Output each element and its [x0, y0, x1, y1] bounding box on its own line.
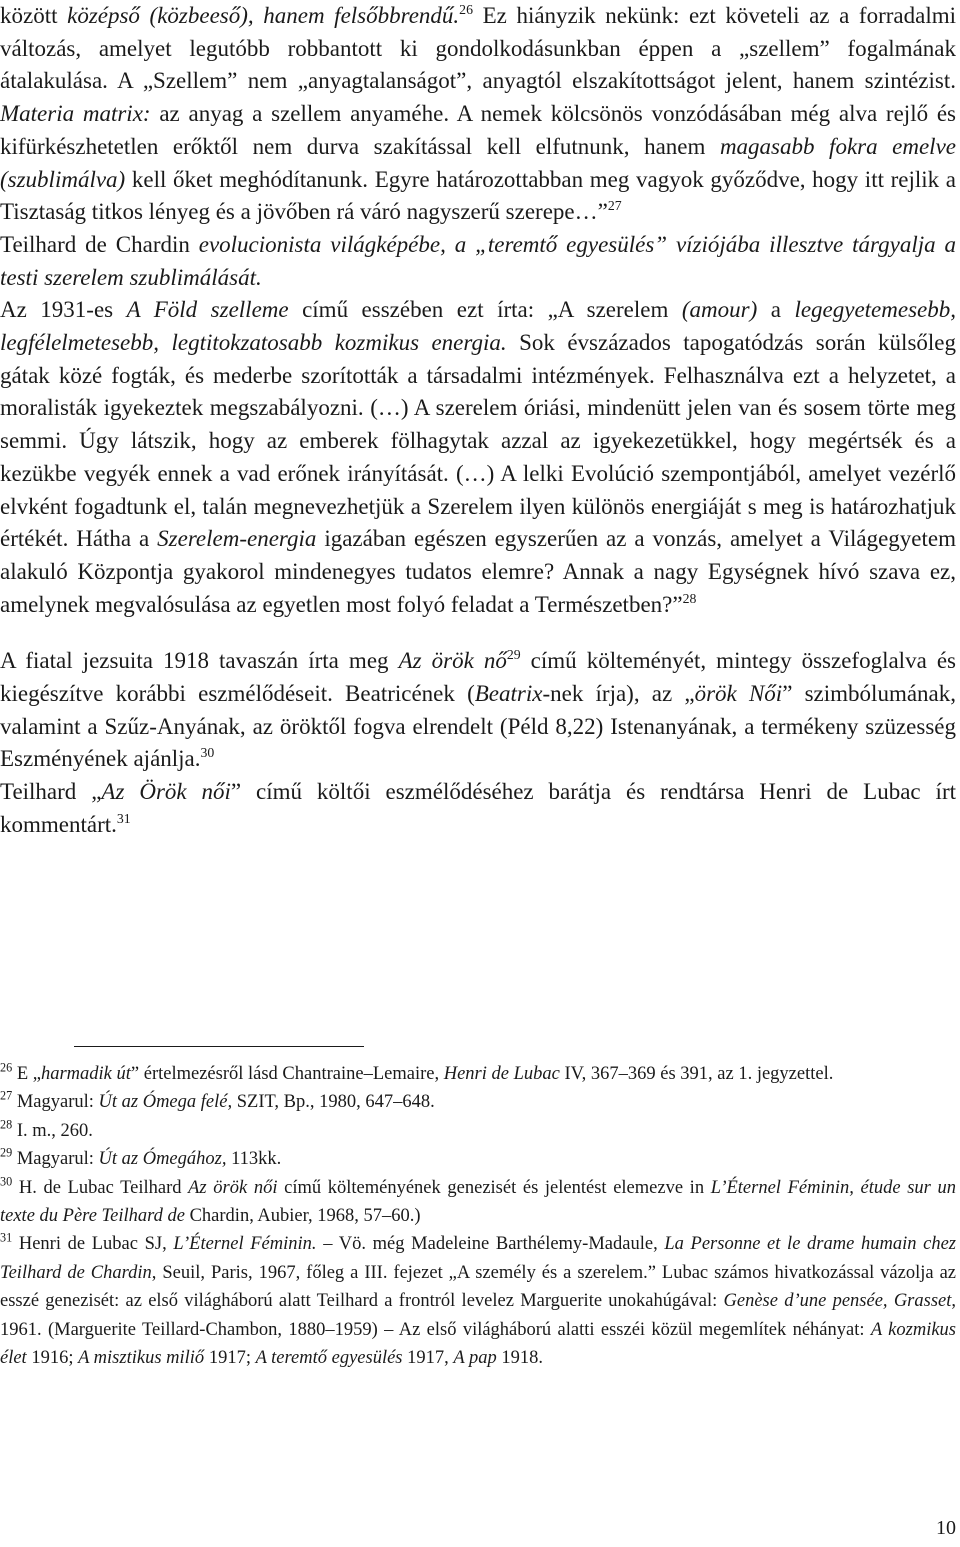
- text-run: Teilhard de Chardin: [0, 231, 199, 257]
- text-run: SZIT, Bp., 1980, 647–648.: [232, 1092, 435, 1113]
- italic-run: evolucionista világképébe, a „teremtő egyesülés” víziójába illesztve tárgyalja a testi szerelem szublimálását.: [0, 231, 956, 290]
- paragraph-2: [0, 229, 956, 294]
- italic-run: (amour): [681, 297, 758, 323]
- footnote-ref-26[interactable]: 26: [459, 2, 473, 18]
- italic-run: Út az Ómega felé,: [98, 1092, 233, 1113]
- footnote-26: [0, 1060, 956, 1088]
- footnote-ref-30[interactable]: 30: [200, 745, 215, 761]
- paragraph-5: [0, 776, 956, 841]
- paragraph-3: [0, 294, 956, 621]
- text-run: I. m., 260.: [12, 1120, 93, 1141]
- paragraph-1: [0, 0, 956, 229]
- footnotes: [0, 1060, 956, 1372]
- text-run: Magyarul:: [12, 1149, 99, 1170]
- text-run: IV, 367–369 és 391, az 1. jegyzettel.: [559, 1064, 834, 1084]
- text-run: igazában egészen egyszerűen az a vonzás, amelyet a Világegyetem alakuló Központja gyakorol mindenegyes tudatos elemre? Annak a nagy Egységnek hívó szava ez, amelynek megvalósulása az egyetlen most folyó feladat a Természetben?”: [0, 526, 956, 617]
- italic-run: L’Éternel Féminin, étude sur un texte du Père Teilhard de: [0, 1177, 956, 1227]
- text-run: Magyarul:: [12, 1092, 99, 1113]
- footnote-number: 29: [0, 1145, 13, 1160]
- footnote-27: [0, 1088, 956, 1116]
- paragraph-4: [0, 645, 956, 776]
- text-run: 1917;: [204, 1348, 256, 1369]
- text-run: Ez hiányzik nekünk: ezt követeli az a forradalmi változás, amelyet legutóbb robbantott ki gondolkodásunkban éppen a „szellem” fogalmának átalakulása. A „Szellem” nem „anyagtalanságot”, anyagtól elszakítottságot jelent, hanem szintézist.: [0, 3, 956, 94]
- footnote-number: 30: [0, 1174, 13, 1189]
- italic-run: A teremtő egyesülés: [255, 1348, 403, 1369]
- italic-run: Az Örök női: [101, 779, 231, 805]
- page-number: 10: [936, 1517, 956, 1539]
- text-run: A fiatal jezsuita 1918 tavaszán írta meg: [0, 648, 399, 674]
- footnote-ref-31[interactable]: 31: [116, 810, 131, 826]
- italic-run: legegyetemesebb, legfélelmetesebb, legtitokzatosabb kozmikus energia.: [0, 297, 956, 356]
- text-run: , 1961. (Marguerite Teillard-Chambon, 1880–1959) – Az első világháború alatti esszéi közül megemlítek néhányat:: [0, 1291, 956, 1340]
- footnote-number: 27: [0, 1089, 13, 1104]
- italic-run: Beatrix: [474, 681, 543, 707]
- text-run: Sok évszázados tapogatódzás során külsőleg gátak közé fogták, és mederbe szorították a társadalmi intézmények. Felhasználva ezt a helyzetet, a moralisták igyekeztek megszabályozni. (…) A szerelem óriási, mindenütt jelen van és sosem törte meg semmi. Úgy látszik, hogy az emberek fölhagytak azzal az igyekezetükkel, hogy megértsék és a kezükbe vegyék ennek a vad erőnek irányítását. (…) A lelki Evolúció szempontjából, amelyet vezérlő elvként fogadtunk el, talán megnevezhetjük a Szerelem ilyen különös energiáját s meg is határozhatjuk értékét. Hátha a: [0, 330, 956, 552]
- text-run: E „: [12, 1064, 41, 1084]
- text-run: ” szimbólumának, valamint a Szűz-Anyának, az öröktől fogva elrendelt (Péld 8,22) Istenanyának, a termékeny szüzesség Eszményének ajánlja.: [0, 681, 956, 772]
- text-run: Teilhard „: [0, 779, 102, 805]
- text-run: kell őket meghódítanunk. Egyre határozottabban meg vagyok győződve, hogy itt rejlik a Tisztaság titkos lényeg és a jövőben rá váró nagyszerű szerepe…”: [0, 166, 956, 225]
- italic-run: Genèse d’une pensée, Grasset: [723, 1291, 952, 1312]
- footnote-number: 26: [0, 1060, 13, 1075]
- text-run: -nek írja), az „: [542, 681, 695, 707]
- text-run: – Vö. még Madeleine Barthélemy-Madaule,: [316, 1234, 665, 1255]
- text-run: ” című költői eszmélődéséhez barátja és rendtársa Henri de Lubac írt kommentárt.: [0, 779, 956, 837]
- footnote-separator: [74, 1046, 364, 1047]
- text-run: Az 1931-es: [0, 297, 127, 323]
- text-run: 1916;: [26, 1348, 79, 1369]
- italic-run: örök Női: [694, 681, 783, 707]
- text-run: között: [0, 3, 68, 28]
- footnote-ref-29[interactable]: 29: [506, 647, 521, 663]
- italic-run: középső (közbeeső), hanem felsőbbrendű.: [67, 3, 460, 28]
- text-run: ” értelmezésről lásd Chantraine–Lemaire,: [130, 1064, 444, 1084]
- italic-run: Henri de Lubac: [443, 1064, 560, 1084]
- italic-run: Út az Ómegához,: [98, 1149, 227, 1170]
- italic-run: Az örök nő: [398, 648, 507, 674]
- italic-run: magasabb fokra emelve (szublimálva): [0, 133, 956, 192]
- footnote-number: 28: [0, 1117, 13, 1132]
- italic-run: harmadik út: [40, 1064, 131, 1084]
- footnote-29: [0, 1145, 956, 1173]
- italic-run: A kozmikus élet: [0, 1319, 956, 1369]
- footnote-ref-27[interactable]: 27: [607, 198, 622, 214]
- text-run: 1918.: [496, 1348, 543, 1369]
- footnote-28: [0, 1117, 956, 1145]
- italic-run: Szerelem-energia: [157, 526, 317, 552]
- text-run: a: [757, 297, 795, 323]
- footnote-number: 31: [0, 1231, 13, 1246]
- text-run: című esszében ezt írta: „A szerelem: [288, 297, 682, 323]
- italic-run: A Föld szelleme: [126, 297, 289, 323]
- italic-run: L’Éternel Féminin.: [173, 1234, 317, 1255]
- italic-run: Materia matrix:: [0, 101, 151, 127]
- text-run: Chardin, Aubier, 1968, 57–60.): [184, 1206, 421, 1227]
- footnote-30: [0, 1174, 956, 1231]
- italic-run: A misztikus miliő: [78, 1348, 205, 1369]
- footnote-ref-28[interactable]: 28: [682, 590, 697, 606]
- text-run: 1917,: [402, 1348, 454, 1369]
- italic-run: A pap: [453, 1348, 497, 1369]
- text-run: című költeményét, mintegy összefoglalva és kiegészítve korábbi eszmélődéseit. Beatricének (: [0, 648, 956, 707]
- footnote-31: [0, 1230, 956, 1372]
- text-run: az anyag a szellem anyaméhe. A nemek kölcsönös vonzódásában még alva rejlő és kifürkészhetetlen erőktől nem durva szakítással kell elfutnunk, hanem: [0, 101, 956, 159]
- text-run: , Seuil, Paris, 1967, főleg a III. fejezet „A személy és a szerelem.” Lubac számos hivatkozással vázolja az esszé genezisét: az első világháború alatt Teilhard a frontról levelez Marguerite unokahúgával:: [0, 1262, 956, 1312]
- italic-run: La Personne et le drame humain chez Teilhard de Chardin: [0, 1234, 957, 1283]
- text-run: Henri de Lubac SJ,: [12, 1234, 174, 1255]
- italic-run: Az örök női: [188, 1177, 278, 1198]
- text-run: című költeményének genezisét és jelentést elemezve in: [277, 1177, 711, 1198]
- text-run: H. de Lubac Teilhard: [12, 1177, 189, 1198]
- text-run: 113kk.: [226, 1149, 282, 1170]
